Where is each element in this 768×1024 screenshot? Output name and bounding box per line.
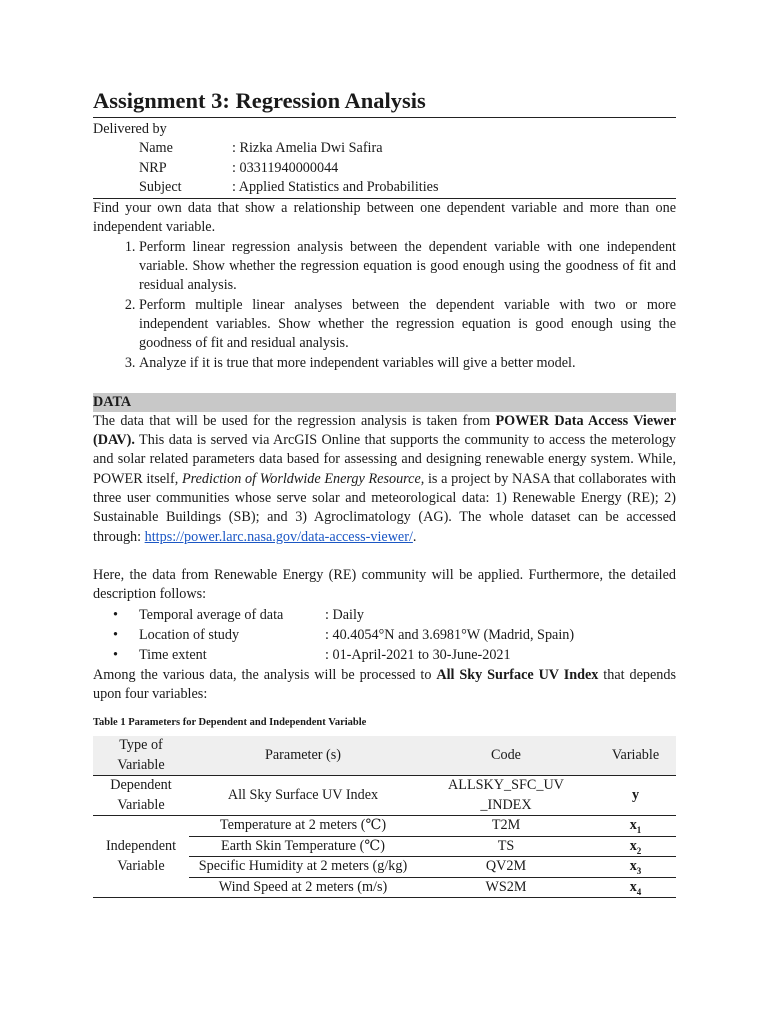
text-run: . <box>412 528 417 545</box>
task-item: 2. Perform multiple linear analyses between the dependent variable with two or more independent variables. Show whether the regression equation is good enough using the goodness of fit and residual analysis. <box>139 296 676 354</box>
bullet-value: : 01-April-2021 to 30-June-2021 <box>325 647 511 664</box>
info-row-subject <box>93 178 676 197</box>
delivered-by-label: Delivered by <box>93 121 167 137</box>
bullet-icon: • <box>113 606 118 623</box>
task-item: 1. Perform linear regression analysis between the dependent variable with one independent variable. Show whether the regression equation is good enough using the goodness of fit and residual analysis. <box>139 238 676 296</box>
page-title: Assignment 3: Regression Analysis <box>93 86 676 118</box>
table-row <box>93 816 676 837</box>
data-paragraph <box>93 412 676 547</box>
column-header: Variable <box>595 736 676 776</box>
variable-cell <box>595 877 676 898</box>
column-header: Type of Variable <box>93 736 189 776</box>
text-run: Among the various data, the analysis will be processed to <box>93 666 437 683</box>
param-cell: Temperature at 2 meters (℃) <box>219 817 387 834</box>
variable-cell <box>595 816 676 837</box>
dataset-link[interactable]: https://power.larc.nasa.gov/data-access-viewer/ <box>144 528 413 545</box>
document-page <box>93 86 676 898</box>
text-run: The data that will be used for the regression analysis is taken from <box>93 412 496 429</box>
text-run: is a project by NASA that collaborates with three user communities whose serve solar and meteorological data: 1) Renewable Energy (RE); 2) Sustainable Buildings (SB); and 3) Agroclimatology (AG). The whole dataset can be accessed through: <box>93 470 676 545</box>
list-item <box>93 645 676 665</box>
info-row-nrp <box>93 159 676 178</box>
text-run-bold: POWER Data Access Viewer (DAV). <box>93 412 676 449</box>
info-row-name <box>93 139 676 158</box>
bullet-value: : 40.4054°N and 3.6981°W (Madrid, Spain) <box>325 626 575 643</box>
param-cell: All Sky Surface UV Index <box>227 787 379 804</box>
bullet-icon: • <box>113 626 118 643</box>
variable-cell <box>595 857 676 878</box>
analysis-paragraph <box>93 666 676 705</box>
bullet-key: Temporal average of data <box>139 606 284 623</box>
list-item <box>93 605 676 625</box>
variable-cell <box>595 836 676 857</box>
info-label: NRP <box>139 159 167 176</box>
info-label: Subject <box>139 178 182 195</box>
intro-paragraph: Find your own data that show a relationship between one dependent variable and more than one independent variable. <box>93 200 676 236</box>
description-list <box>93 605 676 666</box>
table-header-row <box>93 736 676 776</box>
code-cell: T2M <box>491 817 521 834</box>
column-header: Code <box>417 736 595 776</box>
task-item: 3. Analyze if it is true that more independent variables will give a better model. <box>139 354 676 373</box>
task-list <box>93 238 676 373</box>
code-cell: ALLSKY_SFC_UV _INDEX <box>448 777 564 813</box>
type-cell: Dependent Variable <box>110 777 172 813</box>
param-cell: Earth Skin Temperature (℃) <box>221 837 385 854</box>
text-run-bold: All Sky Surface UV Index <box>436 666 599 683</box>
text-run: This data is served via ArcGIS Online that supports the community to access the meterology and solar related parameters data based for assessing and designing renewable energy system. While, POWER itself, <box>93 432 676 487</box>
variable-symbol: x <box>629 878 637 895</box>
parameters-table <box>93 736 676 898</box>
bullet-key: Time extent <box>139 647 207 664</box>
info-value: : 03311940000044 <box>232 159 339 176</box>
text-run-italic: Prediction of Worldwide Energy Resource, <box>181 470 425 487</box>
table-row <box>93 776 676 816</box>
variable-symbol: x <box>629 817 637 834</box>
table-caption: Table 1 Parameters for Dependent and Independent Variable <box>93 717 367 729</box>
column-header: Parameter (s) <box>189 736 417 776</box>
bullet-icon: • <box>113 647 118 664</box>
info-value: : Applied Statistics and Probabilities <box>232 178 439 195</box>
code-cell: WS2M <box>485 878 527 895</box>
code-cell: QV2M <box>485 858 527 875</box>
list-item <box>93 625 676 645</box>
variable-subscript: 1 <box>636 825 642 836</box>
type-cell: Independent Variable <box>93 816 189 898</box>
variable-subscript: 4 <box>636 886 642 897</box>
variable-cell: y <box>631 787 640 804</box>
param-cell: Specific Humidity at 2 meters (g/kg) <box>198 858 408 875</box>
param-cell: Wind Speed at 2 meters (m/s) <box>218 878 388 895</box>
section-heading-data: DATA <box>93 393 676 412</box>
variable-symbol: x <box>629 837 637 854</box>
bullet-key: Location of study <box>139 626 240 643</box>
info-value: : Rizka Amelia Dwi Safira <box>232 140 383 157</box>
text-run: that depends upon four variables: <box>93 666 676 702</box>
info-label: Name <box>139 140 173 157</box>
variable-subscript: 3 <box>636 866 642 877</box>
re-paragraph: Here, the data from Renewable Energy (RE) community will be applied. Furthermore, the detailed description follows: <box>93 566 676 603</box>
variable-subscript: 2 <box>636 845 642 856</box>
bullet-value: : Daily <box>325 606 365 623</box>
variable-symbol: x <box>629 858 637 875</box>
author-info <box>93 139 676 199</box>
code-cell: TS <box>497 837 515 854</box>
